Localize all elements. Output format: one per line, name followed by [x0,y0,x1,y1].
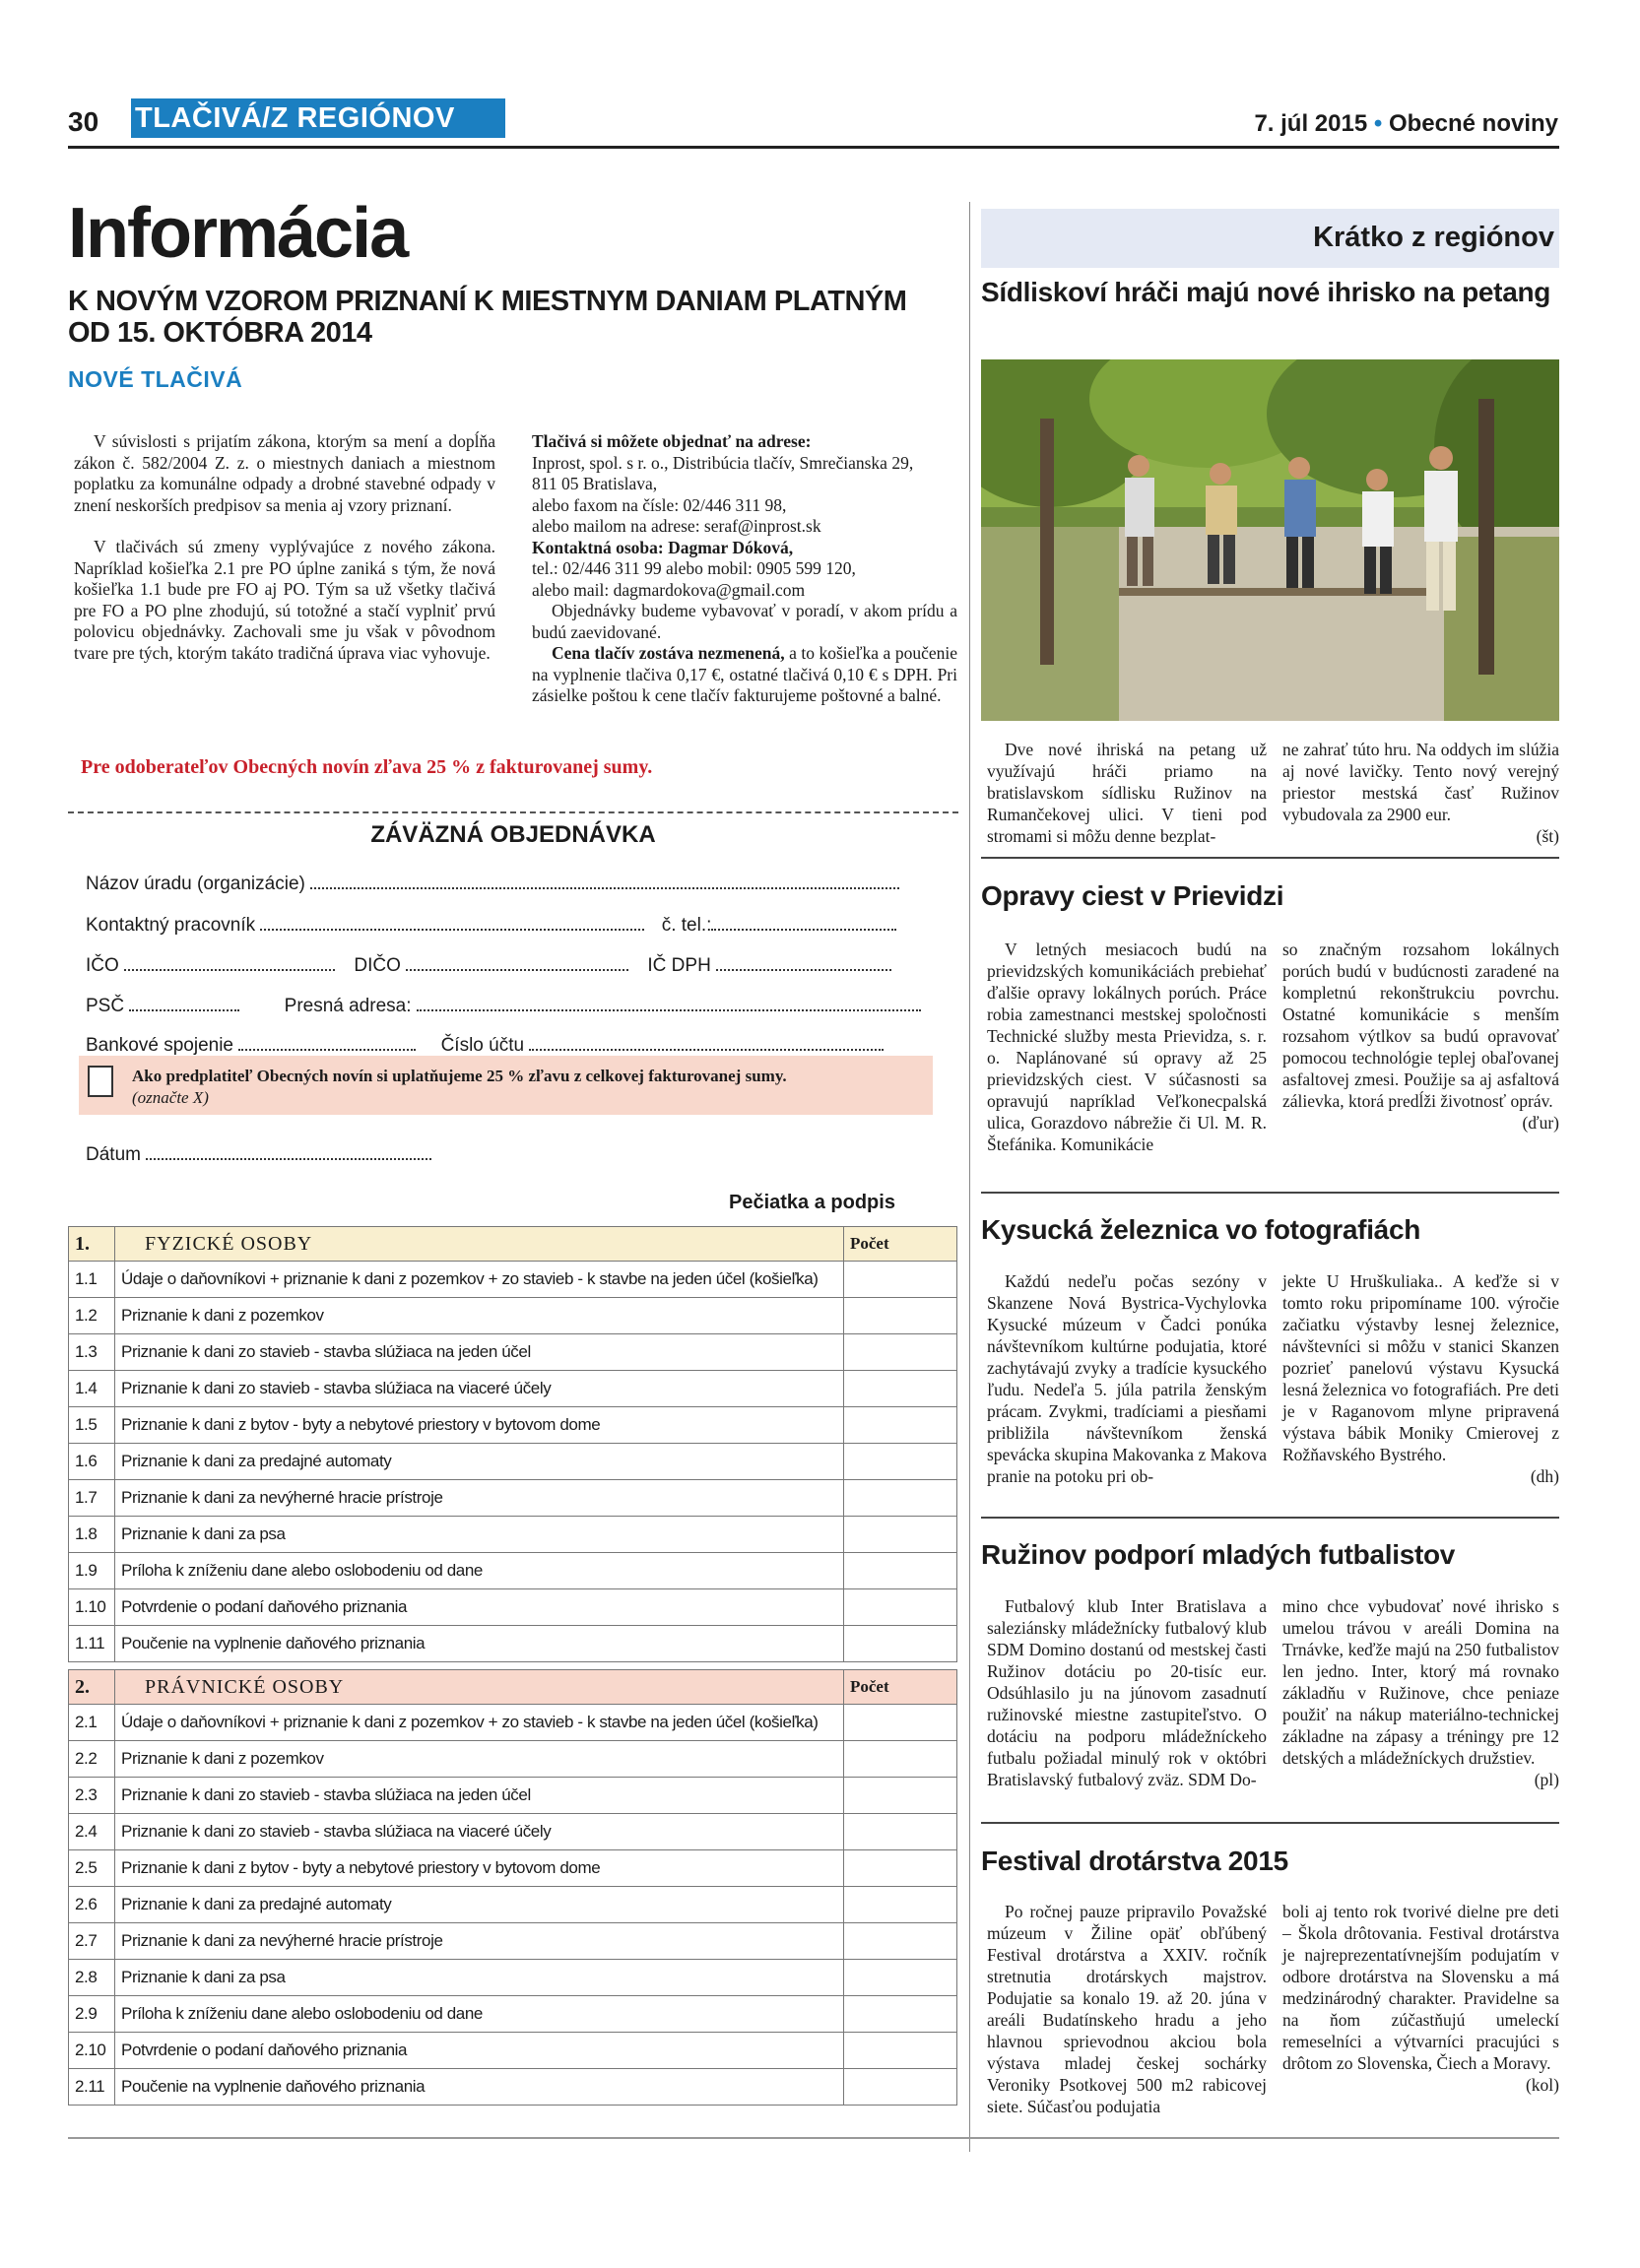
footer-rule [68,2137,1559,2139]
psc-label: PSČ [86,996,125,1016]
phone-label: č. tel.: [661,915,712,936]
form-name: Potvrdenie o podaní daňového priznania [115,1589,844,1626]
form-number: 1.3 [69,1334,115,1371]
form-number: 2.2 [69,1741,115,1778]
prievidza-text: so značným rozsahom lokálnych porúch budú v budúcnosti zaradené na kompletnú rekonštrukciu povrchu. Ostatné komunikácie s menším rozsahom výtlkov sa budú opravovať pomocou technológie teplej obaľovanej asfaltovej zmesi. Použije sa aj asfaltová zálievka, ktorá predĺži životnosť opráv. [1282,940,1559,1111]
intro-column-1 [74,431,495,684]
drotari-body-col1 [987,1901,1267,2117]
page-number: 30 [68,106,99,137]
article-separator [981,1822,1559,1824]
ruzinov-text: Futbalový klub Inter Bratislava a saleziánsky mládežnícky futbalový klub SDM Domino dostanú od mestskej časti Ružinov dotáciu po 20-tisíc eur. Odsúhlasilo ju na júnovom zasadnutí ružinovské miestne zastupiteľstvo. O dotáciu na podporu mládežníckeho futbalu požiadal minulý rok v októbri Bratislavský futbalový zväz. SDM Do- [987,1596,1267,1789]
icdph-label: IČ DPH [647,955,711,976]
form-number: 2.8 [69,1960,115,1996]
form-number: 2.5 [69,1850,115,1887]
form-name: Priznanie k dani zo stavieb - stavba slúžiaca na viaceré účely [115,1371,844,1407]
form-number: 1.5 [69,1407,115,1444]
individuals-table [68,1226,957,1662]
email-line: alebo mailom na adrese: seraf@inprost.sk [532,516,821,536]
table-row [69,1960,957,1996]
count-input-cell[interactable] [844,1626,957,1662]
column-rule [969,202,970,2152]
form-number: 2.9 [69,1996,115,2033]
article-subtitle: K NOVÝM VZOROM PRIZNANÍ K MIESTNYM DANIAM PLATNÝM OD 15. OKTÓBRA 2014 [68,286,907,349]
table-row [69,1626,957,1662]
table-row [69,2069,957,2106]
count-input-cell[interactable] [844,1334,957,1371]
count-header: Počet [844,1227,957,1262]
briefs-section-label: Krátko z regiónov [1313,222,1554,253]
count-input-cell[interactable] [844,1480,957,1517]
table-row [69,1407,957,1444]
contact-label: Kontaktný pracovník [86,915,256,936]
form-name: Priznanie k dani za nevýherné hracie prístroje [115,1923,844,1960]
count-input-cell[interactable] [844,1444,957,1480]
office-name-field[interactable] [86,872,935,895]
count-input-cell[interactable] [844,2069,957,2106]
phone-line: tel.: 02/446 311 99 alebo mobil: 0905 599 120, [532,558,856,578]
count-input-cell[interactable] [844,2033,957,2069]
kysuce-headline: Kysucká železnica vo fotografiách [981,1214,1421,1245]
bank-line[interactable] [238,1033,416,1051]
count-input-cell[interactable] [844,1705,957,1741]
section-number: 1. [69,1227,115,1262]
form-number: 2.11 [69,2069,115,2106]
phone-line[interactable] [711,913,896,931]
form-name: Priznanie k dani z pozemkov [115,1741,844,1778]
prievidza-text: V letných mesiacoch budú na prievidzských komunikáciách prebiehať ďalšie opravy lokálnych porúch. Práce robia zamestnanci mestskej spoločnosti Technické služby mesta Prievidza, s. r. o. Naplánované sú opravy až 25 prievidzských ciest. V súčasnosti sa opravujú napríklad Veľkonecpalská ulica, Gorazdovo nábrežie či Ul. M. R. Štefánika. Komunikácie [987,940,1267,1154]
form-name: Údaje o daňovníkovi + priznanie k dani z pozemkov + zo stavieb - k stavbe na jeden účel (košieľka) [115,1262,844,1298]
form-name: Potvrdenie o podaní daňového priznania [115,2033,844,2069]
form-number: 2.1 [69,1705,115,1741]
date-label: Dátum [86,1144,141,1165]
form-number: 1.8 [69,1517,115,1553]
ruzinov-headline: Ružinov podporí mladých futbalistov [981,1539,1456,1570]
legal-entities-table [68,1669,957,2106]
drotari-body-col2 [1282,1901,1559,2096]
address-field[interactable] [86,994,935,1017]
form-name: Príloha k zníženiu dane alebo oslobodeniu od dane [115,1553,844,1589]
table-row [69,1923,957,1960]
ids-field[interactable] [86,953,935,977]
ruzinov-body-col2 [1282,1595,1559,1790]
table-row [69,1444,957,1480]
petang-signature: (št) [1536,826,1559,846]
subscriber-hint: (označte X) [132,1088,209,1107]
article-separator [981,857,1559,859]
form-name: Priznanie k dani za psa [115,1960,844,1996]
table-row [69,1705,957,1741]
issue-date: 7. júl 2015 [1254,110,1368,137]
kysuce-body-col1 [987,1270,1267,1487]
table-row [69,1480,957,1517]
form-name: Priznanie k dani za nevýherné hracie prístroje [115,1480,844,1517]
address-label: Presná adresa: [284,996,412,1016]
count-input-cell[interactable] [844,1407,957,1444]
form-number: 1.6 [69,1444,115,1480]
table-row [69,1814,957,1850]
price-bold: Cena tlačív zostáva nezmenená, [552,643,785,663]
count-input-cell[interactable] [844,1778,957,1814]
date-field[interactable] [86,1142,480,1166]
table-row [69,1778,957,1814]
form-number: 2.7 [69,1923,115,1960]
section-title: PRÁVNICKÉ OSOBY [115,1670,844,1705]
contact-person: Kontaktná osoba: Dagmar Dóková, [532,537,794,557]
count-input-cell[interactable] [844,1960,957,1996]
price-paragraph [532,643,957,707]
form-number: 1.7 [69,1480,115,1517]
section-number: 2. [69,1670,115,1705]
kysuce-text: Každú nedeľu počas sezóny v Skanzene Nová Bystrica-Vychylovka Kysucké múzeum v Čadci ponúka návštevníkom kultúrne podujatia, ktoré zachytávajú zvyky a tradície kysuckého ľudu. Nedeľa 5. júla patrila ženským prácam. Zvykmi, tradíciami a piesňami približila návštevníkom ženská spevácka skupina Makovanka z Makova pranie na potoku pri ob- [987,1271,1267,1486]
form-name: Priznanie k dani za predajné automaty [115,1444,844,1480]
form-name: Priznanie k dani z bytov - byty a nebytové priestory v bytovom dome [115,1407,844,1444]
office-name-label: Názov úradu (organizácie) [86,874,305,894]
form-number: 1.1 [69,1262,115,1298]
drotari-text: boli aj tento rok tvorivé dielne pre deti – Škola drôtovania. Festival drotárstva je najreprezentatívnejším podujatím v odbore drotárstva na Slovensku a má medzinárodný charakter. Pravidelne sa na ňom zúčastňujú umeleckí remeselníci a výtvarníci pracujúci s drôtom zo Slovenska, Čiech a Moravy. [1282,1902,1559,2073]
discount-note: Pre odoberateľov Obecných novín zľava 25 % z fakturovanej sumy. [81,756,653,778]
table-row [69,1996,957,2033]
intro-column-2 [532,431,957,707]
subscriber-checkbox[interactable] [88,1066,113,1097]
count-input-cell[interactable] [844,1262,957,1298]
drotari-signature: (kol) [1525,2075,1559,2095]
kysuce-signature: (dh) [1530,1466,1559,1486]
table-row [69,1371,957,1407]
count-input-cell[interactable] [844,1850,957,1887]
fax-line: alebo faxom na čísle: 02/446 311 98, [532,494,787,515]
table-header-row [69,1670,957,1705]
petang-photo [981,359,1559,721]
table-row [69,1553,957,1589]
section-title: FYZICKÉ OSOBY [115,1227,844,1262]
account-label: Číslo účtu [440,1035,525,1056]
petang-headline: Sídliskoví hráči majú nové ihrisko na petang [981,277,1551,307]
table-row [69,1741,957,1778]
table-row [69,1262,957,1298]
count-input-cell[interactable] [844,1589,957,1626]
header-rule [68,146,1559,149]
bank-label: Bankové spojenie [86,1035,233,1056]
prievidza-headline: Opravy ciest v Prievidzi [981,880,1284,911]
form-number: 1.2 [69,1298,115,1334]
count-input-cell[interactable] [844,1814,957,1850]
order-form-title: ZÁVÄZNÁ OBJEDNÁVKA [370,821,656,848]
prievidza-body-col2 [1282,939,1559,1134]
ruzinov-signature: (pl) [1534,1770,1559,1789]
article-separator [981,1517,1559,1519]
ruzinov-text: mino chce vybudovať nové ihrisko s umelou trávou v areáli Domina na Trnávke, keďže majú na 250 futbalistov len jedno. Inter, ktorý má rovnako základňu v Ružinove, chce peniaze použiť na nákup materiálno-technickej základne na zápasy a tréningy pre 12 detských a mládežníckych družstiev. [1282,1596,1559,1768]
form-number: 1.10 [69,1589,115,1626]
form-name: Priznanie k dani zo stavieb - stavba slúžiaca na jeden účel [115,1778,844,1814]
petang-text: ne zahrať túto hru. Na oddych im slúžia aj nové lavičky. Tento nový verejný priestor mestská časť Ružinov vybudovala za 2900 eur. [1282,740,1559,824]
address-line: 811 05 Bratislava, [532,474,658,493]
intro-paragraph: V súvislosti s prijatím zákona, ktorým sa mení a dopĺňa zákon č. 582/2004 Z. z. o miestnych daniach a miestnom poplatku za komunálne odpady a drobné stavebné odpady v znení neskorších predpisov sa menia aj vzory priznaní. [74,431,495,515]
petang-body-col2 [1282,739,1559,847]
form-name: Priznanie k dani z bytov - byty a nebytové priestory v bytovom dome [115,1850,844,1887]
table-row [69,1850,957,1887]
article-title: Informácia [68,194,408,273]
kysuce-text: jekte U Hruškuliaka.. A keďže si v tomto roku pripomíname 100. výročie začiatku výstavby lesnej železnice, návštevníci si môžu v stanici Skanzen pozrieť panelovú výstavu Kysucká lesná železnica vo fotografiách. Pre deti je v Raganovom mlyne pripravená výstava bábik Moniky Cmierovej z Rožňavského Bystrého. [1282,1271,1559,1464]
paper-name: Obecné noviny [1388,110,1558,137]
orders-paragraph: Objednávky budeme vybavovať v poradí, v akom prídu a budú zaevidované. [532,601,957,642]
count-input-cell[interactable] [844,1371,957,1407]
issue-info [1254,110,1558,138]
address-line[interactable] [417,994,921,1011]
ico-label: IČO [86,955,119,976]
form-number: 2.3 [69,1778,115,1814]
count-input-cell[interactable] [844,1553,957,1589]
form-number: 2.6 [69,1887,115,1923]
article-kicker: NOVÉ TLAČIVÁ [68,366,243,392]
section-label: TLAČIVÁ/Z REGIÓNOV [131,98,505,138]
petang-text: Dve nové ihriská na petang už využívajú hráči priamo na bratislavskom sídlisku Ružinov na Rumančekovej ulici. V tieni pod stromami si môžu denne bezplat- [987,740,1267,846]
form-name: Priznanie k dani za predajné automaty [115,1887,844,1923]
form-number: 2.4 [69,1814,115,1850]
count-input-cell[interactable] [844,1923,957,1960]
count-header: Počet [844,1670,957,1705]
count-input-cell[interactable] [844,1996,957,2033]
office-name-line[interactable] [310,872,899,889]
bank-field[interactable] [86,1033,935,1057]
price-text: a to košieľka a poučenie na vyplnenie tlačiva 0,17 €, ostatné tlačivá 0,10 € s DPH. Pri zásielke poštou k cene tlačív fakturujeme poštovné a balné. [532,643,957,705]
count-input-cell[interactable] [844,1741,957,1778]
form-number: 1.11 [69,1626,115,1662]
table-row [69,1334,957,1371]
dic-line[interactable] [406,953,628,971]
kysuce-body-col2 [1282,1270,1559,1487]
contact-line[interactable] [260,913,644,931]
drotari-text: Po ročnej pauze pripravilo Považské múzeum v Žiline opäť obľúbený Festival drotárstva a XXIV. ročník stretnutia drotárskych majstrov. Podujatie sa konalo 19. až 20. júna v areáli Budatínskeho hradu a jeho hlavnou sprievodnou akciou bola výstava mladej českej sochárky Veroniky Psotkovej 500 m2 rabicovej siete. Súčasťou podujatia [987,1902,1267,2116]
count-input-cell[interactable] [844,1887,957,1923]
intro-paragraph: V tlačivách sú zmeny vyplývajúce z nového zákona. Napríklad košieľka 2.1 pre PO úplne zaniká s tým, že nová košieľka 1.1 bude pre FO aj PO. Tým sa už všetky tlačivá pre FO a PO plne zhodujú, sú totožné a stačí vyplniť prvú polovicu objednávky. Zachovali sme ju však v pôvodnom tvare pre tých, ktorým takáto tradičná úprava viac vyhovuje. [74,537,495,663]
petang-body-col1 [987,739,1267,847]
count-input-cell[interactable] [844,1517,957,1553]
drotari-headline: Festival drotárstva 2015 [981,1846,1288,1876]
ruzinov-body-col1 [987,1595,1267,1790]
bullet-separator: • [1373,110,1383,137]
subscriber-text: Ako predplatiteľ Obecných novín si uplatňujeme 25 % zľavu z celkovej fakturovanej sumy. [132,1067,787,1085]
form-number: 1.4 [69,1371,115,1407]
stamp-signature-label: Pečiatka a podpis [729,1192,895,1213]
icdph-line[interactable] [716,953,891,971]
form-name: Priznanie k dani zo stavieb - stavba slúžiaca na jeden účel [115,1334,844,1371]
form-name: Priznanie k dani z pozemkov [115,1298,844,1334]
form-number: 2.10 [69,2033,115,2069]
table-row [69,1887,957,1923]
ico-line[interactable] [124,953,335,971]
form-name: Údaje o daňovníkovi + priznanie k dani z pozemkov + zo stavieb - k stavbe na jeden účel (košieľka) [115,1705,844,1741]
psc-line[interactable] [129,994,239,1011]
address-line: Inprost, spol. s r. o., Distribúcia tlačív, Smrečianska 29, [532,452,914,473]
table-row [69,2033,957,2069]
table-row [69,1589,957,1626]
cut-line [68,811,958,813]
form-name: Priznanie k dani zo stavieb - stavba slúžiaca na viaceré účely [115,1814,844,1850]
dic-label: DIČO [354,955,401,976]
form-name: Poučenie na vyplnenie daňového priznania [115,2069,844,2106]
account-line[interactable] [529,1033,884,1051]
date-line[interactable] [146,1142,431,1160]
form-name: Príloha k zníženiu dane alebo oslobodeniu od dane [115,1996,844,2033]
table-row [69,1517,957,1553]
form-number: 1.9 [69,1553,115,1589]
article-separator [981,1192,1559,1194]
table-header-row [69,1227,957,1262]
count-input-cell[interactable] [844,1298,957,1334]
form-name: Poučenie na vyplnenie daňového priznania [115,1626,844,1662]
prievidza-signature: (ďur) [1522,1113,1559,1133]
contact-field[interactable] [86,913,935,937]
table-row [69,1298,957,1334]
contact-email-line: alebo mail: dagmardokova@gmail.com [532,579,806,600]
address-heading: Tlačivá si môžete objednať na adrese: [532,431,812,451]
form-name: Priznanie k dani za psa [115,1517,844,1553]
prievidza-body-col1 [987,939,1267,1155]
